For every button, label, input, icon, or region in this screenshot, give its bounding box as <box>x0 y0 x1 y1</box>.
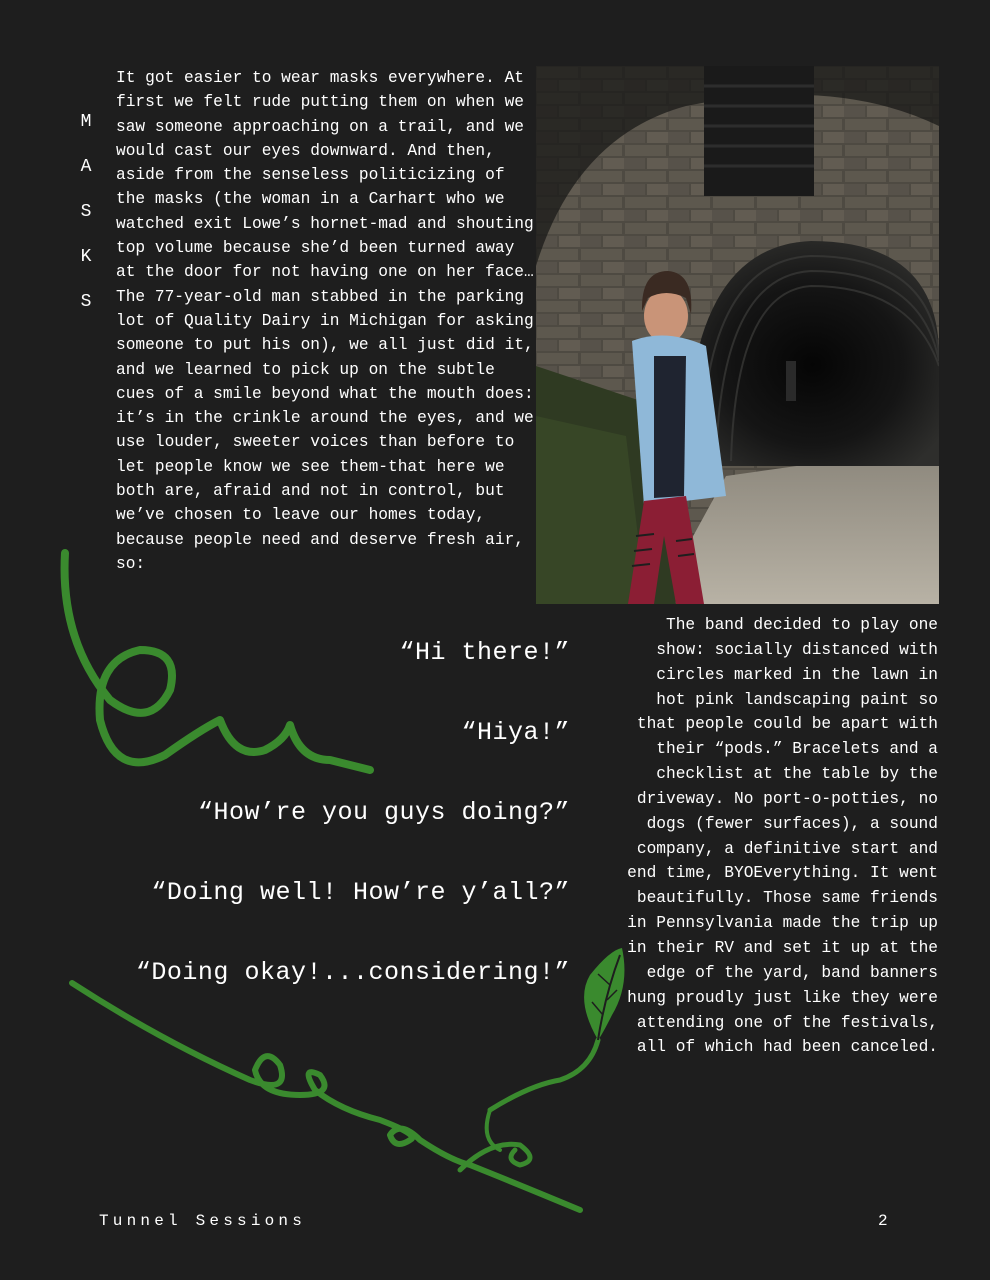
dialogue-line: “Doing okay!...considering!” <box>135 958 570 987</box>
tunnel-photo <box>536 66 939 604</box>
band-show-paragraph: The band decided to play one show: socially distanced with circles marked in the lawn in hot pink landscaping paint so that people could be apart with their “pods.” Bracelets and a checklist at the table by the driveway. No port-o-potties, no dogs (fewer surfaces), a sound company, a definitive start and end time, BYOEverything. It went beautifully. Those same friends in Pennsylvania made the trip up in their RV and set it up at the edge of the yard, band banners hung proudly just like they were attending one of the festivals, all of which had been canceled. <box>627 616 938 1057</box>
label-letter: K <box>80 247 92 267</box>
label-letter: S <box>80 202 92 222</box>
vertical-section-label <box>76 100 96 325</box>
dialogue-line: “Hiya!” <box>461 718 570 747</box>
masks-paragraph: It got easier to wear masks everywhere. At first we felt rude putting them on when we saw someone approaching on a trail, and we would cast our eyes downward. And then, aside from the senseless politicizing of the masks (the woman in a Carhart who we watched exit Lowe’s hornet-mad and shouting top volume because she’d been turned away at the door for not having one on her face… The 77-year-old man stabbed in the parking lot of Quality Dairy in Michigan for asking someone to put his on), we all just did it, and we learned to pick up on the subtle cues of a smile beyond what the mouth does: it’s in the crinkle around the eyes, and we use louder, sweeter voices than before to let people know we see them-that here we both are, afraid and not in control, but we’ve chosen to leave our homes today, because people need and deserve fresh air, so: <box>116 69 534 573</box>
footer-publication-title: Tunnel Sessions <box>99 1212 307 1230</box>
label-letter: M <box>80 112 92 132</box>
label-letter: A <box>80 157 92 177</box>
dialogue-line: “Doing well! How’re y’all?” <box>151 878 570 907</box>
page-number: 2 <box>878 1212 888 1230</box>
label-letter: S <box>80 292 92 312</box>
dialogue-line: “Hi there!” <box>399 638 570 667</box>
dialogue-line: “How’re you guys doing?” <box>197 798 570 827</box>
